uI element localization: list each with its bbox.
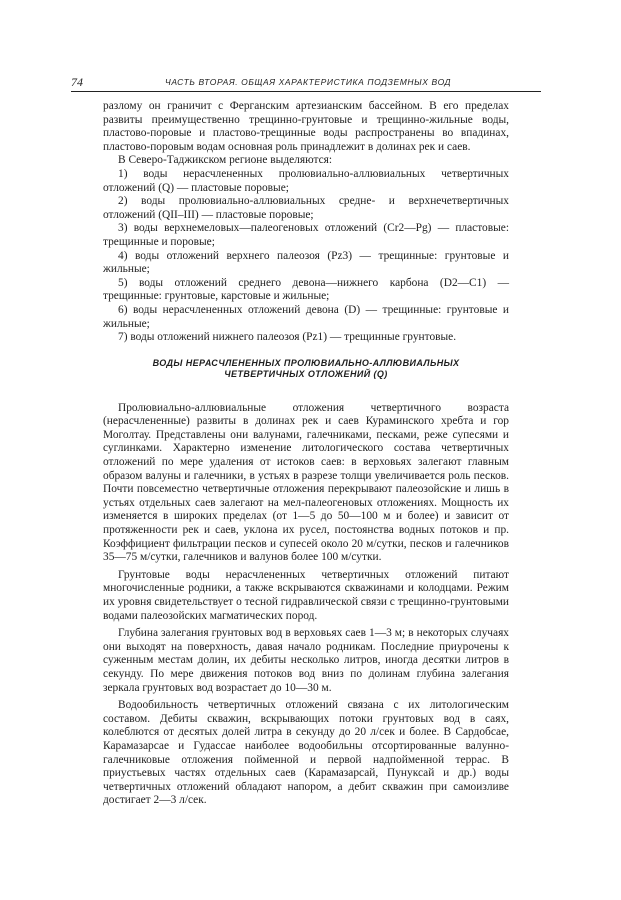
section-heading-line-1: ВОДЫ НЕРАСЧЛЕНЕННЫХ ПРОЛЮВИАЛЬНО-АЛЛЮВИАЛЬНЫХ [152,357,460,368]
list-item-4: 4) воды отложений верхнего палеозоя (Pz3) — трещинные: грунтовые и жильные; [103,249,509,276]
list-item-6: 6) воды нерасчлененных отложений девона (D) — трещинные: грунтовые и жильные; [103,303,509,330]
list-item-2: 2) воды пролювиально-аллювиальных средне- и верхнечетвертичных отложений (QII–III) — пластовые поровые; [103,195,509,221]
running-title: ЧАСТЬ ВТОРАЯ. ОБЩАЯ ХАРАКТЕРИСТИКА ПОДЗЕМНЫХ ВОД [165,77,452,87]
regions-lead: В Северо-Таджикском регионе выделяются: [118,154,333,167]
list-item-7: 7) воды отложений нижнего палеозоя (Pz1) — трещинные грунтовые. [118,331,457,344]
section-paragraph-1: Пролювиально-аллювиальные отложения четвертичного возраста (нерасчлененные) развиты в долинах рек и саев Кураминского хребта и гор Моголтау. Представлены они валунами, галечниками, песками, реже супесями и суглинками. Характерно изменение литологического состава четвертичных отложений по мере удаления от истоков саев: в верховьях залегают главным образом валуны и галечники, в устьях в разрезе толщи увеличивается роль песков. Почти повсеместно четвертичные отложения перекрывают палеозойские и лишь в устьях отдельных саев залегают на мел-палеогеновых отложениях. Мощность их изменяется в широких пределах (от 1—5 до 50—100 м и более) и зависит от протяженности рек и саев, уклона их русел, постоянства водных потоков и пр. Коэффициент фильтрации песков и супесей около 20 м/сутки, песков и галечников 35—75 м/сутки, галечников и валунов более 100 м/сутки. [103,401,509,564]
running-header [71,73,541,92]
page-body [103,100,509,808]
section-paragraph-3: Глубина залегания грунтовых вод в верховьях саев 1—3 м; в некоторых случаях они выходят на поверхность, давая начало родникам. Последние приурочены к суженным местам долин, их дебиты несколько литров, иногда десятки литров в секунду. По мере движения потоков вод вниз по долинам глубина залегания зеркала грунтовых вод возрастает до 10—30 м. [103,627,509,694]
page-number: 74 [71,75,83,89]
section-heading [103,358,509,380]
list-item-5: 5) воды отложений среднего девона—нижнего карбона (D2—C1) — трещинные: грунтовые, карстовые и жильные; [103,276,509,303]
section-paragraph-4: Водообильность четвертичных отложений связана с их литологическим составом. Дебиты скважин, вскрывающих потоки грунтовых вод в саях, колеблются от десятых долей литра в секунду до 20 л/сек и более. В Сардобсае, Карамазарсае и Гудассае наиболее водообильны отсортированные валунно-галечниковые отложения пойменной и первой надпойменной террас. В приустьевых частях отдельных саев (Карамазарсай, Пунуксай и др.) воды четвертичных отложений обладают напором, а дебит скважин при самоизливе достигает 2—3 л/сек. [103,699,509,807]
intro-paragraph: разлому он граничит с Ферганским артезианским бассейном. В его пределах развиты преимущественно трещинно-грунтовые и трещинно-жильные воды, пластово-поровые и пластово-трещинные воды распространены во впадинах, пластово-поровым водам основная роль принадлежит в долинах рек и саев. [103,100,509,153]
section-heading-line-2: ЧЕТВЕРТИЧНЫХ ОТЛОЖЕНИЙ (Q) [224,368,388,379]
list-item-1: 1) воды нерасчлененных пролювиально-аллювиальных четвертичных отложений (Q) — пластовые поровые; [103,167,509,194]
list-item-3: 3) воды верхнемеловых—палеогеновых отложений (Cr2—Pg) — пластовые: трещинные и поровые; [103,222,509,248]
section-paragraph-2: Грунтовые воды нерасчлененных четвертичных отложений питают многочисленные родники, а также вскрываются скважинами и колодцами. Режим их уровня свидетельствует о тесной гидравлической связи с трещинно-грунтовыми водами палеозойских магматических пород. [103,568,509,622]
